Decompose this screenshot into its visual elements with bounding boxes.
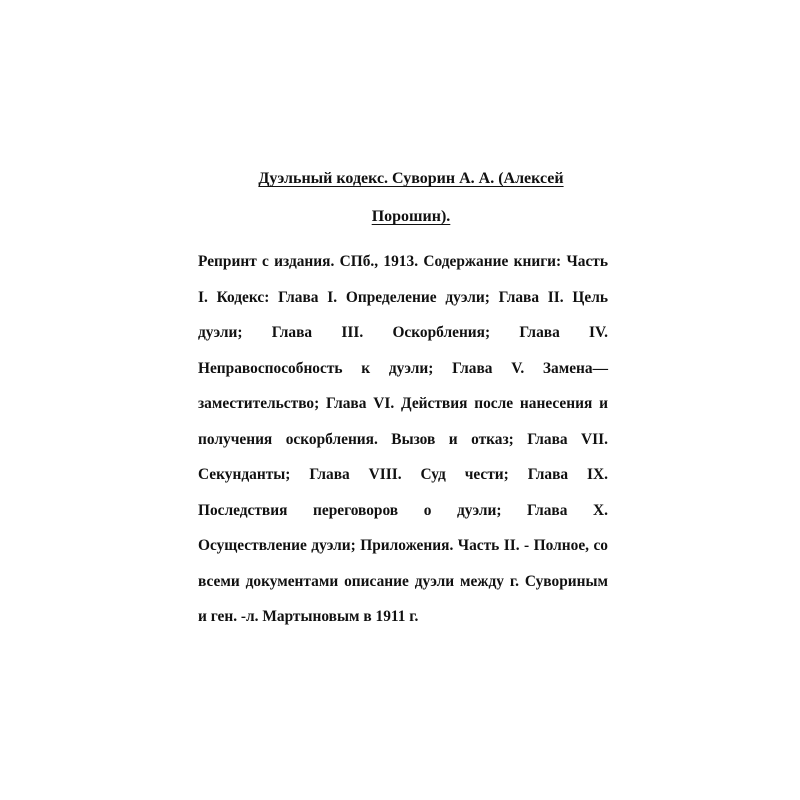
document-description: Репринт с издания. СПб., 1913. Содержание книги: Часть I. Кодекс: Глава I. Определение дуэли; Глава II. Цель дуэли; Глава III. Оскорбления; Глава IV. Неправоспособность к дуэли; Глава V. Замена—заместительство; Глава VI. Действия после нанесения и получения оскорбления. Вызов и отказ; Глава VII. Секунданты; Глава VIII. Суд чести; Глава IX. Последствия переговоров о дуэли; Глава X. Осуществление дуэли; Приложения. Часть II. - Полное, со всеми документами описание дуэли между г. Сувориным и ген. -л. Мартыновым в 1911 г.: [198, 253, 608, 625]
document-title: Дуэльный кодекс. Суворин А. А. (Алексей Порошин).: [258, 170, 564, 225]
document-page: [198, 160, 608, 635]
